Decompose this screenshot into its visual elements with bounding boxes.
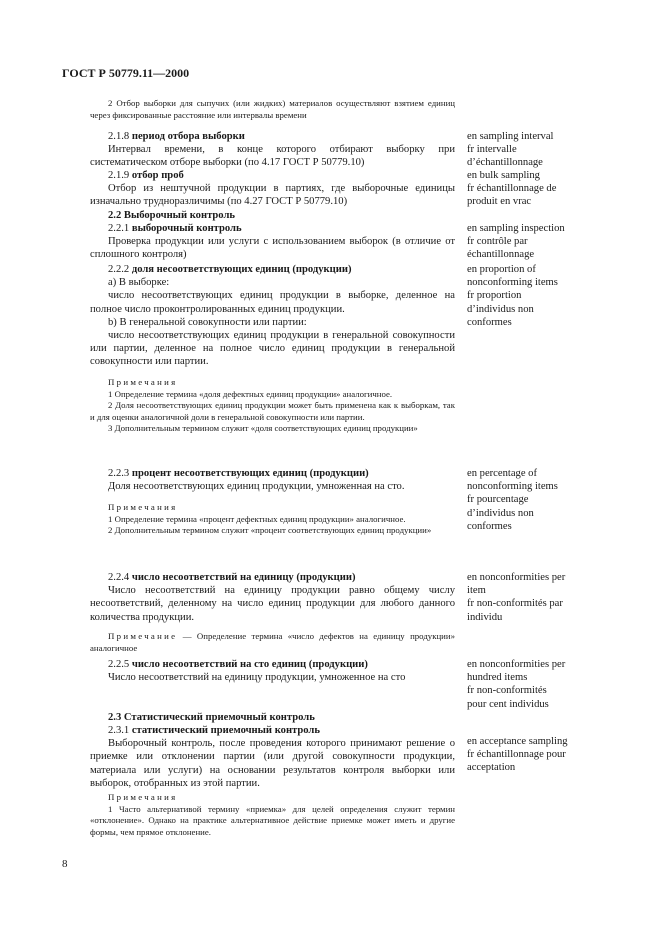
- term-number: 2.1.8: [108, 131, 132, 142]
- translation-line: conformes: [467, 316, 512, 328]
- term-definition: Интервал времени, в конце которого отбирают выборку при систематическом отборе выборки (по 4.17 ГОСТ Р 50779.10): [90, 144, 455, 169]
- translation-line: d’échantillonnage: [467, 157, 543, 169]
- translation-line: individu: [467, 611, 503, 623]
- term-title: число несоответствий на сто единиц (продукции): [131, 659, 368, 670]
- item-a-label: a) В выборке:: [108, 277, 170, 289]
- term-heading: [90, 658, 455, 671]
- term-heading: [90, 467, 455, 480]
- note-item: 1 Определение термина «процент дефектных единиц продукции» аналогичное.: [108, 513, 406, 524]
- term-number: 2.2.4: [108, 572, 132, 583]
- note-2-2-4: [90, 631, 455, 654]
- notes-2-2-3: [90, 502, 455, 537]
- term-definition: Отбор из нештучной продукции в партиях, где выборочные единицы изначально трудноразличимы (по 4.27 ГОСТ Р 50779.10): [90, 183, 455, 208]
- document-header: ГОСТ Р 50779.11—2000: [62, 66, 190, 80]
- translation-line: en sampling inspection: [467, 223, 565, 234]
- term-title: период отбора выборки: [131, 131, 245, 142]
- translations-2-2-3: [467, 467, 607, 533]
- term-title: доля несоответствующих единиц (продукции): [131, 264, 352, 275]
- note-item: 2 Доля несоответствующих единиц продукции может быть применена как к выборкам, так и для оценки аналогичной доли в генеральной совокупности или партии.: [90, 400, 455, 422]
- translations-2-2-5: [467, 658, 607, 711]
- translation-line: en proportion of: [467, 264, 536, 275]
- term-number: 2.2.1: [108, 223, 132, 234]
- notes-title: Примечания: [108, 792, 178, 802]
- translations-2-1-9: [467, 169, 607, 209]
- section-heading-2-3: 2.3 Статистический приемочный контроль: [108, 712, 315, 723]
- term-definition: Число несоответствий на единицу продукции, умноженное на сто: [108, 672, 406, 684]
- translation-line: nonconforming items: [467, 277, 558, 289]
- term-2-2-4: [90, 571, 455, 624]
- term-title: отбор проб: [131, 170, 184, 181]
- term-number: 2.2.3: [108, 468, 132, 479]
- term-2-1-8: [90, 130, 455, 170]
- translation-line: en sampling interval: [467, 131, 554, 142]
- note-label: Примечание: [108, 631, 178, 641]
- term-2-3-1: [90, 724, 455, 790]
- term-heading: [90, 130, 455, 143]
- translation-line: fr proportion: [467, 290, 522, 302]
- term-heading: [90, 222, 455, 235]
- translation-line: échantillonnage: [467, 249, 535, 261]
- term-definition: Число несоответствий на единицу продукции равно общему числу несоответствий, деленному на число единиц продукции для любого данного количества продукции.: [90, 585, 455, 623]
- term-heading: [90, 724, 455, 737]
- translation-line: d’individus non: [467, 507, 534, 519]
- translation-line: nonconforming items: [467, 481, 558, 493]
- translation-line: fr échantillonnage pour: [467, 749, 566, 761]
- term-title: процент несоответствующих единиц (продукции): [131, 468, 369, 479]
- term-heading: [90, 169, 455, 182]
- item-b-text: число несоответствующих единиц продукции в генеральной совокупности или партии, деленное на полное число единиц продукции в генеральной совокупности или партии.: [90, 330, 455, 368]
- translation-line: en acceptance sampling: [467, 736, 568, 747]
- term-2-1-9: [90, 169, 455, 209]
- term-2-2-2: [90, 263, 455, 369]
- term-number: 2.2.2: [108, 264, 132, 275]
- translation-line: fr contrôle par: [467, 236, 528, 248]
- translations-2-2-2: [467, 263, 607, 329]
- notes-title: Примечания: [108, 377, 178, 387]
- term-number: 2.3.1: [108, 725, 132, 736]
- translation-line: fr intervalle: [467, 144, 517, 156]
- notes-title: Примечания: [108, 502, 178, 512]
- translation-line: fr non-conformités: [467, 685, 547, 697]
- translations-2-3-1: [467, 735, 607, 775]
- section-heading-2-2: 2.2 Выборочный контроль: [108, 210, 235, 221]
- translation-line: en nonconformities per: [467, 659, 566, 670]
- translation-line: fr pourcentage: [467, 494, 529, 506]
- translation-line: fr non-conformités par: [467, 598, 563, 610]
- page-number: 8: [62, 858, 68, 870]
- term-2-2-3: [90, 467, 455, 493]
- translation-line: en bulk sampling: [467, 170, 540, 181]
- translation-line: en nonconformities per: [467, 572, 566, 583]
- term-title: выборочный контроль: [131, 223, 242, 234]
- note-item: 2 Дополнительным термином служит «процент соответствующих единиц продукции»: [108, 525, 432, 535]
- term-title: число несоответствий на единицу (продукции): [131, 572, 356, 583]
- notes-2-2-2: [90, 377, 455, 435]
- term-title: статистический приемочный контроль: [131, 725, 320, 736]
- term-definition: Выборочный контроль, после проведения которого принимают решение о приемке или отклонении партии (или другой совокупности продукции, материала или услуги) на основании результатов контроля выборки или выборок, отобранных из этой партии.: [90, 738, 455, 789]
- translations-2-2-4: [467, 571, 607, 624]
- term-number: 2.2.5: [108, 659, 132, 670]
- translation-line: item: [467, 585, 486, 597]
- translations-2-1-8: [467, 130, 607, 170]
- note-item: 1 Определение термина «доля дефектных единиц продукции» аналогичное.: [108, 388, 393, 399]
- translation-line: fr échantillonnage de: [467, 183, 557, 195]
- translation-line: acceptation: [467, 762, 516, 774]
- term-heading: [90, 263, 455, 276]
- translations-2-2-1: [467, 222, 607, 262]
- note-paragraph: 2 Отбор выборки для сыпучих (или жидких) материалов осуществляют взятием единиц через фиксированные расстояние или интервалы времени: [90, 98, 455, 120]
- term-heading: [90, 571, 455, 584]
- term-2-2-1: [90, 222, 455, 262]
- note-text: — Определение термина «число дефектов на единицу продукции» аналогичное: [90, 631, 455, 653]
- translation-line: d’individus non: [467, 303, 534, 315]
- translation-line: hundred items: [467, 672, 528, 684]
- item-b-label: b) В генеральной совокупности или партии:: [108, 316, 307, 328]
- note-item: 1 Часто альтернативой термину «приемка» для целей определения служит термин «отклонение». Однако на практике альтернативное действие приемке может иметь и другие формы, чем прямое отклонение.: [90, 803, 455, 837]
- note-item: 3 Дополнительным термином служит «доля соответствующих единиц продукции»: [108, 423, 418, 433]
- translation-line: conformes: [467, 520, 512, 532]
- term-number: 2.1.9: [108, 170, 132, 181]
- translation-line: pour cent individus: [467, 698, 549, 710]
- notes-2-3-1: [90, 792, 455, 838]
- item-a-text: число несоответствующих единиц продукции в выборке, деленное на полное число проконтролированных единиц продукции.: [90, 290, 455, 315]
- term-definition: Проверка продукции или услуги с использованием выборок (в отличие от сплошного контроля): [90, 236, 455, 261]
- translation-line: en percentage of: [467, 468, 537, 479]
- term-definition: Доля несоответствующих единиц продукции, умноженная на сто.: [108, 481, 405, 493]
- term-2-2-5: [90, 658, 455, 684]
- translation-line: produit en vrac: [467, 196, 532, 208]
